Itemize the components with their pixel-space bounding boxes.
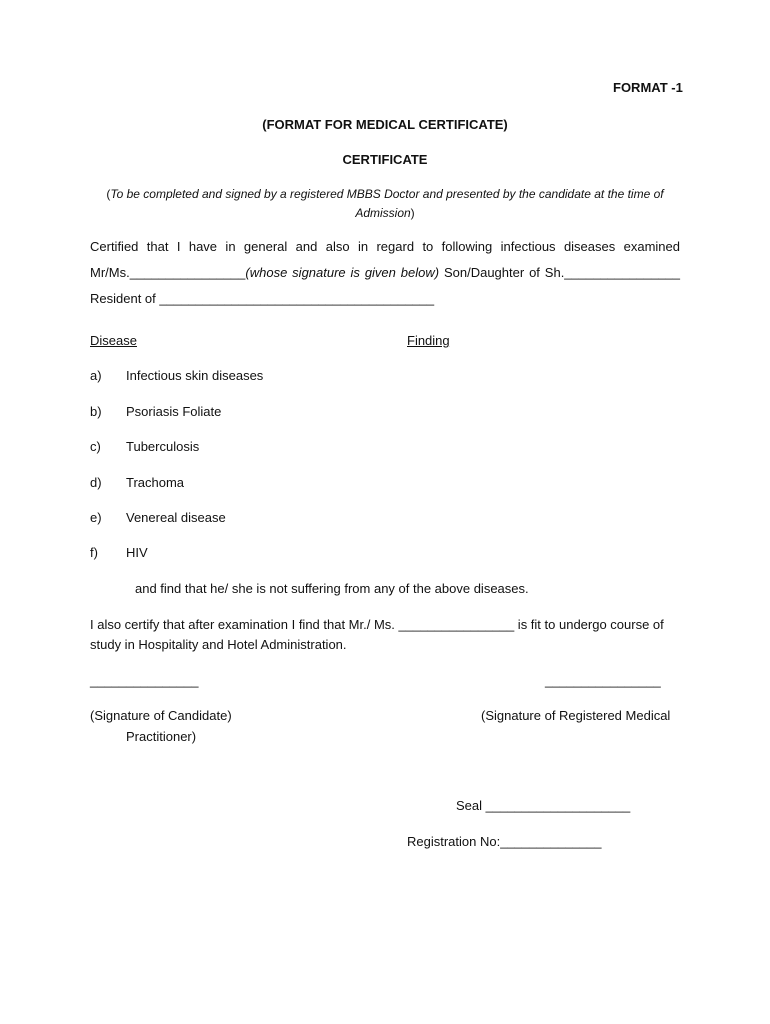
disease-marker: a) [90, 368, 102, 383]
doctor-signature-label-cont: Practitioner) [126, 729, 197, 744]
disease-name: Venereal disease [126, 510, 226, 525]
disease-marker: d) [90, 475, 102, 490]
instruction-text: To be completed and signed by a registered MBBS Doctor and presented by the candidate at the time of [110, 187, 664, 201]
candidate-signature-label: (Signature of Candidate) [90, 708, 232, 723]
instruction-close-paren: ) [410, 206, 415, 220]
disease-marker: f) [90, 545, 98, 560]
intro-line-2 [90, 265, 680, 280]
disease-name: Trachoma [126, 475, 185, 490]
intro-line-3: Resident of ______________________________________ [90, 291, 435, 306]
intro-parent-blank: Son/Daughter of Sh.________________ [439, 265, 680, 280]
doctor-signature-line: ________________ [545, 673, 661, 688]
seal-field: Seal ____________________ [456, 798, 631, 813]
format-label: FORMAT -1 [613, 80, 683, 95]
disease-name: Infectious skin diseases [126, 368, 264, 383]
instruction-text-cont: Admission [355, 206, 411, 220]
doctor-signature-label: (Signature of Registered Medical [481, 708, 671, 723]
disease-marker: e) [90, 510, 102, 525]
intro-name-blank: Mr/Ms.________________ [90, 265, 246, 280]
disease-name: Psoriasis Foliate [126, 404, 222, 419]
certify-line-2: study in Hospitality and Hotel Administration. [90, 637, 347, 652]
candidate-signature-line: _______________ [90, 673, 199, 688]
intro-line-1: Certified that I have in general and also in regard to following infectious diseases examined [90, 239, 680, 254]
disease-marker: c) [90, 439, 101, 454]
document-title: (FORMAT FOR MEDICAL CERTIFICATE) [262, 117, 508, 132]
certify-line-1: I also certify that after examination I find that Mr./ Ms. ________________ is fit to undergo course of [90, 617, 664, 632]
instruction-line-2 [0, 206, 770, 220]
instruction-open-paren: ( [106, 187, 111, 201]
certificate-heading: CERTIFICATE [342, 152, 428, 167]
registration-number-field: Registration No:______________ [407, 834, 602, 849]
disease-marker: b) [90, 404, 102, 419]
finding-column-header: Finding [407, 333, 450, 348]
disease-name: HIV [126, 545, 148, 560]
disease-name: Tuberculosis [126, 439, 200, 454]
finding-statement: and find that he/ she is not suffering from any of the above diseases. [135, 581, 529, 596]
instruction-line-1 [0, 187, 770, 201]
intro-signature-note: (whose signature is given below) [245, 265, 440, 280]
disease-column-header: Disease [90, 333, 137, 348]
